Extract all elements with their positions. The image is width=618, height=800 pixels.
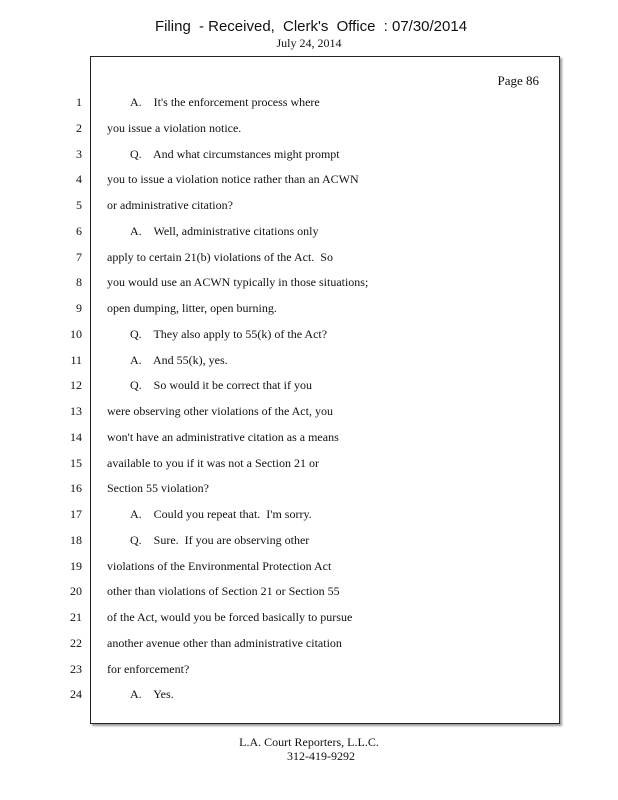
line-text: you issue a violation notice. [107,120,242,135]
line-text: were observing other violations of the Act, you [107,404,333,418]
line-number: 22 [70,635,82,650]
line-number: 11 [70,352,82,367]
reporter-company: L.A. Court Reporters, L.L.C. [239,735,379,749]
line-number: 17 [70,507,82,521]
line-text: Q. And what circumstances might prompt [130,146,340,161]
filing-office: Office [336,18,376,35]
line-number: 12 [70,378,82,393]
transcript-line [0,662,618,688]
line-text: Q. Sure. If you are observing other [130,532,310,547]
transcript-line [0,687,618,713]
transcript-line [0,224,618,250]
transcript-line [0,198,618,224]
transcript-line [0,636,618,662]
line-text: apply to certain 21(b) violations of the Act. So [107,249,333,264]
transcript-line [0,481,618,507]
line-number: 19 [70,558,82,573]
line-number: 8 [76,275,82,290]
line-text: Q. So would it be correct that if you [130,378,312,393]
line-number: 13 [70,404,82,418]
transcript-line [0,610,618,636]
transcript-line [0,327,618,353]
line-number: 16 [70,481,82,496]
line-text: for enforcement? [107,661,190,676]
line-number: 1 [76,95,82,109]
line-text: available to you if it was not a Section 21 or [107,455,319,470]
transcript-line [0,456,618,482]
line-number: 5 [76,198,82,212]
line-number: 10 [70,326,82,341]
line-number: 15 [70,455,82,470]
transcript-line [0,584,618,610]
line-text: A. Could you repeat that. I'm sorry. [130,507,312,521]
transcript-line [0,353,618,379]
line-text: A. Yes. [130,687,174,702]
line-text: of the Act, would you be forced basically to pursue [107,610,353,624]
transcript-line [0,430,618,456]
line-text: open dumping, litter, open burning. [107,301,277,315]
transcript-date: July 24, 2014 [276,36,342,50]
line-number: 21 [70,610,82,624]
line-number: 9 [76,301,82,315]
transcript-line [0,533,618,559]
line-text: A. It's the enforcement process where [130,95,320,109]
transcript-line [0,378,618,404]
filing-word: Filing [154,18,191,35]
transcript-line [0,275,618,301]
line-number: 24 [70,687,82,702]
line-text: or administrative citation? [107,198,233,212]
filing-received: - Received, [198,18,275,35]
line-text: another avenue other than administrative citation [107,635,342,650]
line-number: 4 [76,172,82,187]
line-text: Section 55 violation? [107,481,209,496]
filing-date: : 07/30/2014 [383,18,468,35]
transcript-line [0,404,618,430]
line-text: won't have an administrative citation as a means [107,429,339,444]
reporter-phone-wrap [0,749,618,764]
filing-clerks: Clerk's [283,18,329,35]
filing-stamp [0,18,618,35]
line-text: Q. They also apply to 55(k) of the Act? [130,326,328,341]
line-number: 6 [76,223,82,238]
transcript-line [0,95,618,121]
transcript-line [0,121,618,147]
line-text: A. Well, administrative citations only [130,223,319,238]
line-number: 7 [76,249,82,264]
transcript-line [0,301,618,327]
line-number: 23 [70,661,82,676]
transcript-line [0,507,618,533]
line-number: 3 [76,146,82,161]
line-text: violations of the Environmental Protection Act [107,558,332,573]
transcript-line [0,559,618,585]
line-number: 18 [70,532,82,547]
line-number: 20 [70,584,82,599]
line-text: you to issue a violation notice rather than an ACWN [107,172,359,187]
line-text: other than violations of Section 21 or Section 55 [107,584,340,599]
transcript-line [0,147,618,173]
line-text: you would use an ACWN typically in those situations; [107,275,369,290]
reporter-phone: 312-419-9292 [287,749,355,763]
line-number: 14 [70,429,82,444]
line-number: 2 [76,120,82,135]
page-number: Page 86 [497,73,539,88]
transcript-line [0,172,618,198]
transcript-line [0,250,618,276]
line-text: A. And 55(k), yes. [130,352,228,367]
